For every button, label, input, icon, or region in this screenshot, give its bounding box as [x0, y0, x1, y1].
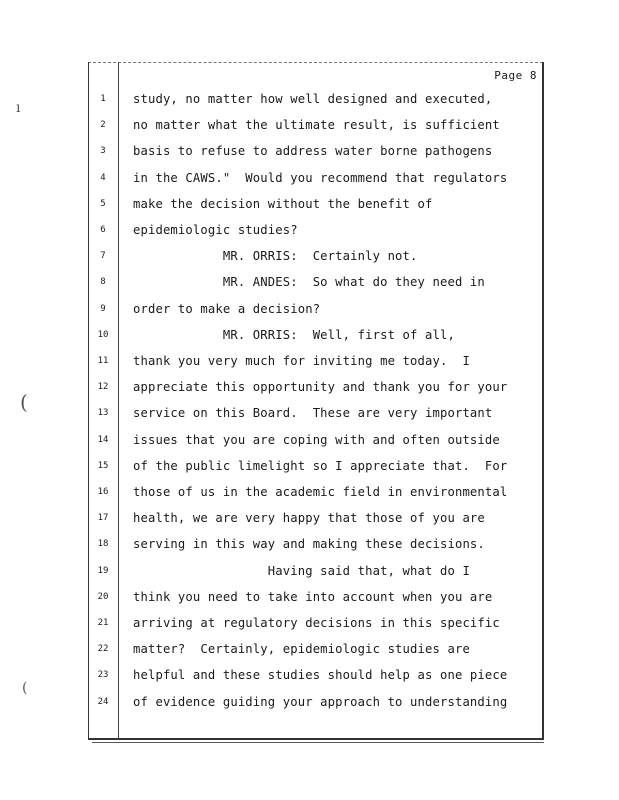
line-text: MR. ORRIS: Certainly not.	[133, 249, 418, 264]
line-number: 23	[97, 670, 109, 681]
line-text: basis to refuse to address water borne pathogens	[133, 144, 493, 159]
transcript-line	[88, 271, 541, 293]
line-number: 22	[97, 644, 109, 655]
line-number: 18	[97, 539, 109, 550]
line-text: thank you very much for inviting me today. I	[133, 354, 470, 368]
transcript-line	[88, 560, 541, 582]
line-text: no matter what the ultimate result, is sufficient	[133, 118, 500, 133]
page-number: Page 8	[494, 69, 537, 82]
line-text: service on this Board. These are very important	[133, 406, 493, 421]
line-text: appreciate this opportunity and thank you for your	[133, 380, 508, 395]
transcript-line	[88, 612, 541, 634]
line-text: MR. ORRIS: Well, first of all,	[133, 327, 455, 342]
transcript-line	[88, 245, 541, 267]
line-number: 2	[100, 120, 106, 131]
hole-punch-mark: (	[20, 390, 28, 414]
line-number: 24	[97, 696, 109, 707]
line-text: in the CAWS." Would you recommend that regulators	[133, 170, 508, 185]
line-number-rule	[118, 62, 119, 738]
transcript-line	[88, 481, 541, 503]
line-text: epidemiologic studies?	[133, 223, 298, 237]
line-number: 11	[97, 356, 109, 366]
line-number: 19	[97, 565, 109, 576]
line-number: 9	[100, 303, 106, 314]
line-text: study, no matter how well designed and executed,	[133, 92, 493, 106]
transcript-line	[88, 507, 541, 529]
line-text: those of us in the academic field in environmental	[133, 485, 508, 499]
transcript-line	[88, 691, 541, 713]
line-text: of evidence guiding your approach to understanding	[133, 694, 508, 709]
hole-punch-mark: (	[22, 680, 28, 696]
line-number: 4	[100, 172, 106, 183]
line-number: 10	[97, 329, 109, 340]
transcript-line	[88, 376, 541, 398]
line-text: MR. ANDES: So what do they need in	[133, 275, 485, 290]
transcript-line	[88, 586, 541, 608]
bottom-rule	[92, 742, 544, 743]
transcript-line	[88, 140, 541, 162]
line-number: 6	[100, 225, 106, 235]
line-text: think you need to take into account when you are	[133, 589, 493, 604]
line-number: 12	[97, 382, 109, 393]
line-number: 7	[100, 251, 106, 262]
line-number: 3	[100, 146, 106, 157]
transcript-line	[88, 350, 541, 372]
margin-tick-mark: ı	[16, 100, 21, 116]
line-number: 21	[97, 618, 109, 628]
line-number: 16	[97, 487, 109, 497]
transcript-line	[88, 193, 541, 215]
transcript-line	[88, 402, 541, 424]
transcript-line	[88, 114, 541, 136]
transcript-line	[88, 88, 541, 110]
transcript-line	[88, 638, 541, 660]
transcript-line	[88, 324, 541, 346]
line-number: 20	[97, 591, 109, 602]
transcript-line	[88, 167, 541, 189]
transcript-line	[88, 533, 541, 555]
transcript-line	[88, 455, 541, 477]
line-text: health, we are very happy that those of you are	[133, 511, 485, 526]
line-number: 14	[97, 434, 109, 445]
line-number: 13	[97, 408, 109, 419]
line-number: 8	[100, 277, 106, 288]
line-number: 1	[100, 94, 106, 104]
line-text: helpful and these studies should help as one piece	[133, 668, 508, 683]
transcript-line	[88, 219, 541, 241]
line-text: of the public limelight so I appreciate that. For	[133, 458, 508, 473]
transcript-line	[88, 298, 541, 320]
line-number: 15	[97, 460, 109, 471]
transcript-line	[88, 664, 541, 686]
line-text: make the decision without the benefit of	[133, 196, 433, 211]
line-number: 17	[97, 513, 109, 524]
line-text: matter? Certainly, epidemiologic studies are	[133, 642, 470, 657]
line-text: order to make a decision?	[133, 301, 321, 316]
line-text: Having said that, what do I	[133, 563, 470, 578]
transcript-line	[88, 429, 541, 451]
line-text: issues that you are coping with and often outside	[133, 432, 500, 447]
line-text: serving in this way and making these decisions.	[133, 537, 485, 552]
line-number: 5	[100, 198, 106, 209]
line-text: arriving at regulatory decisions in this specific	[133, 616, 500, 630]
